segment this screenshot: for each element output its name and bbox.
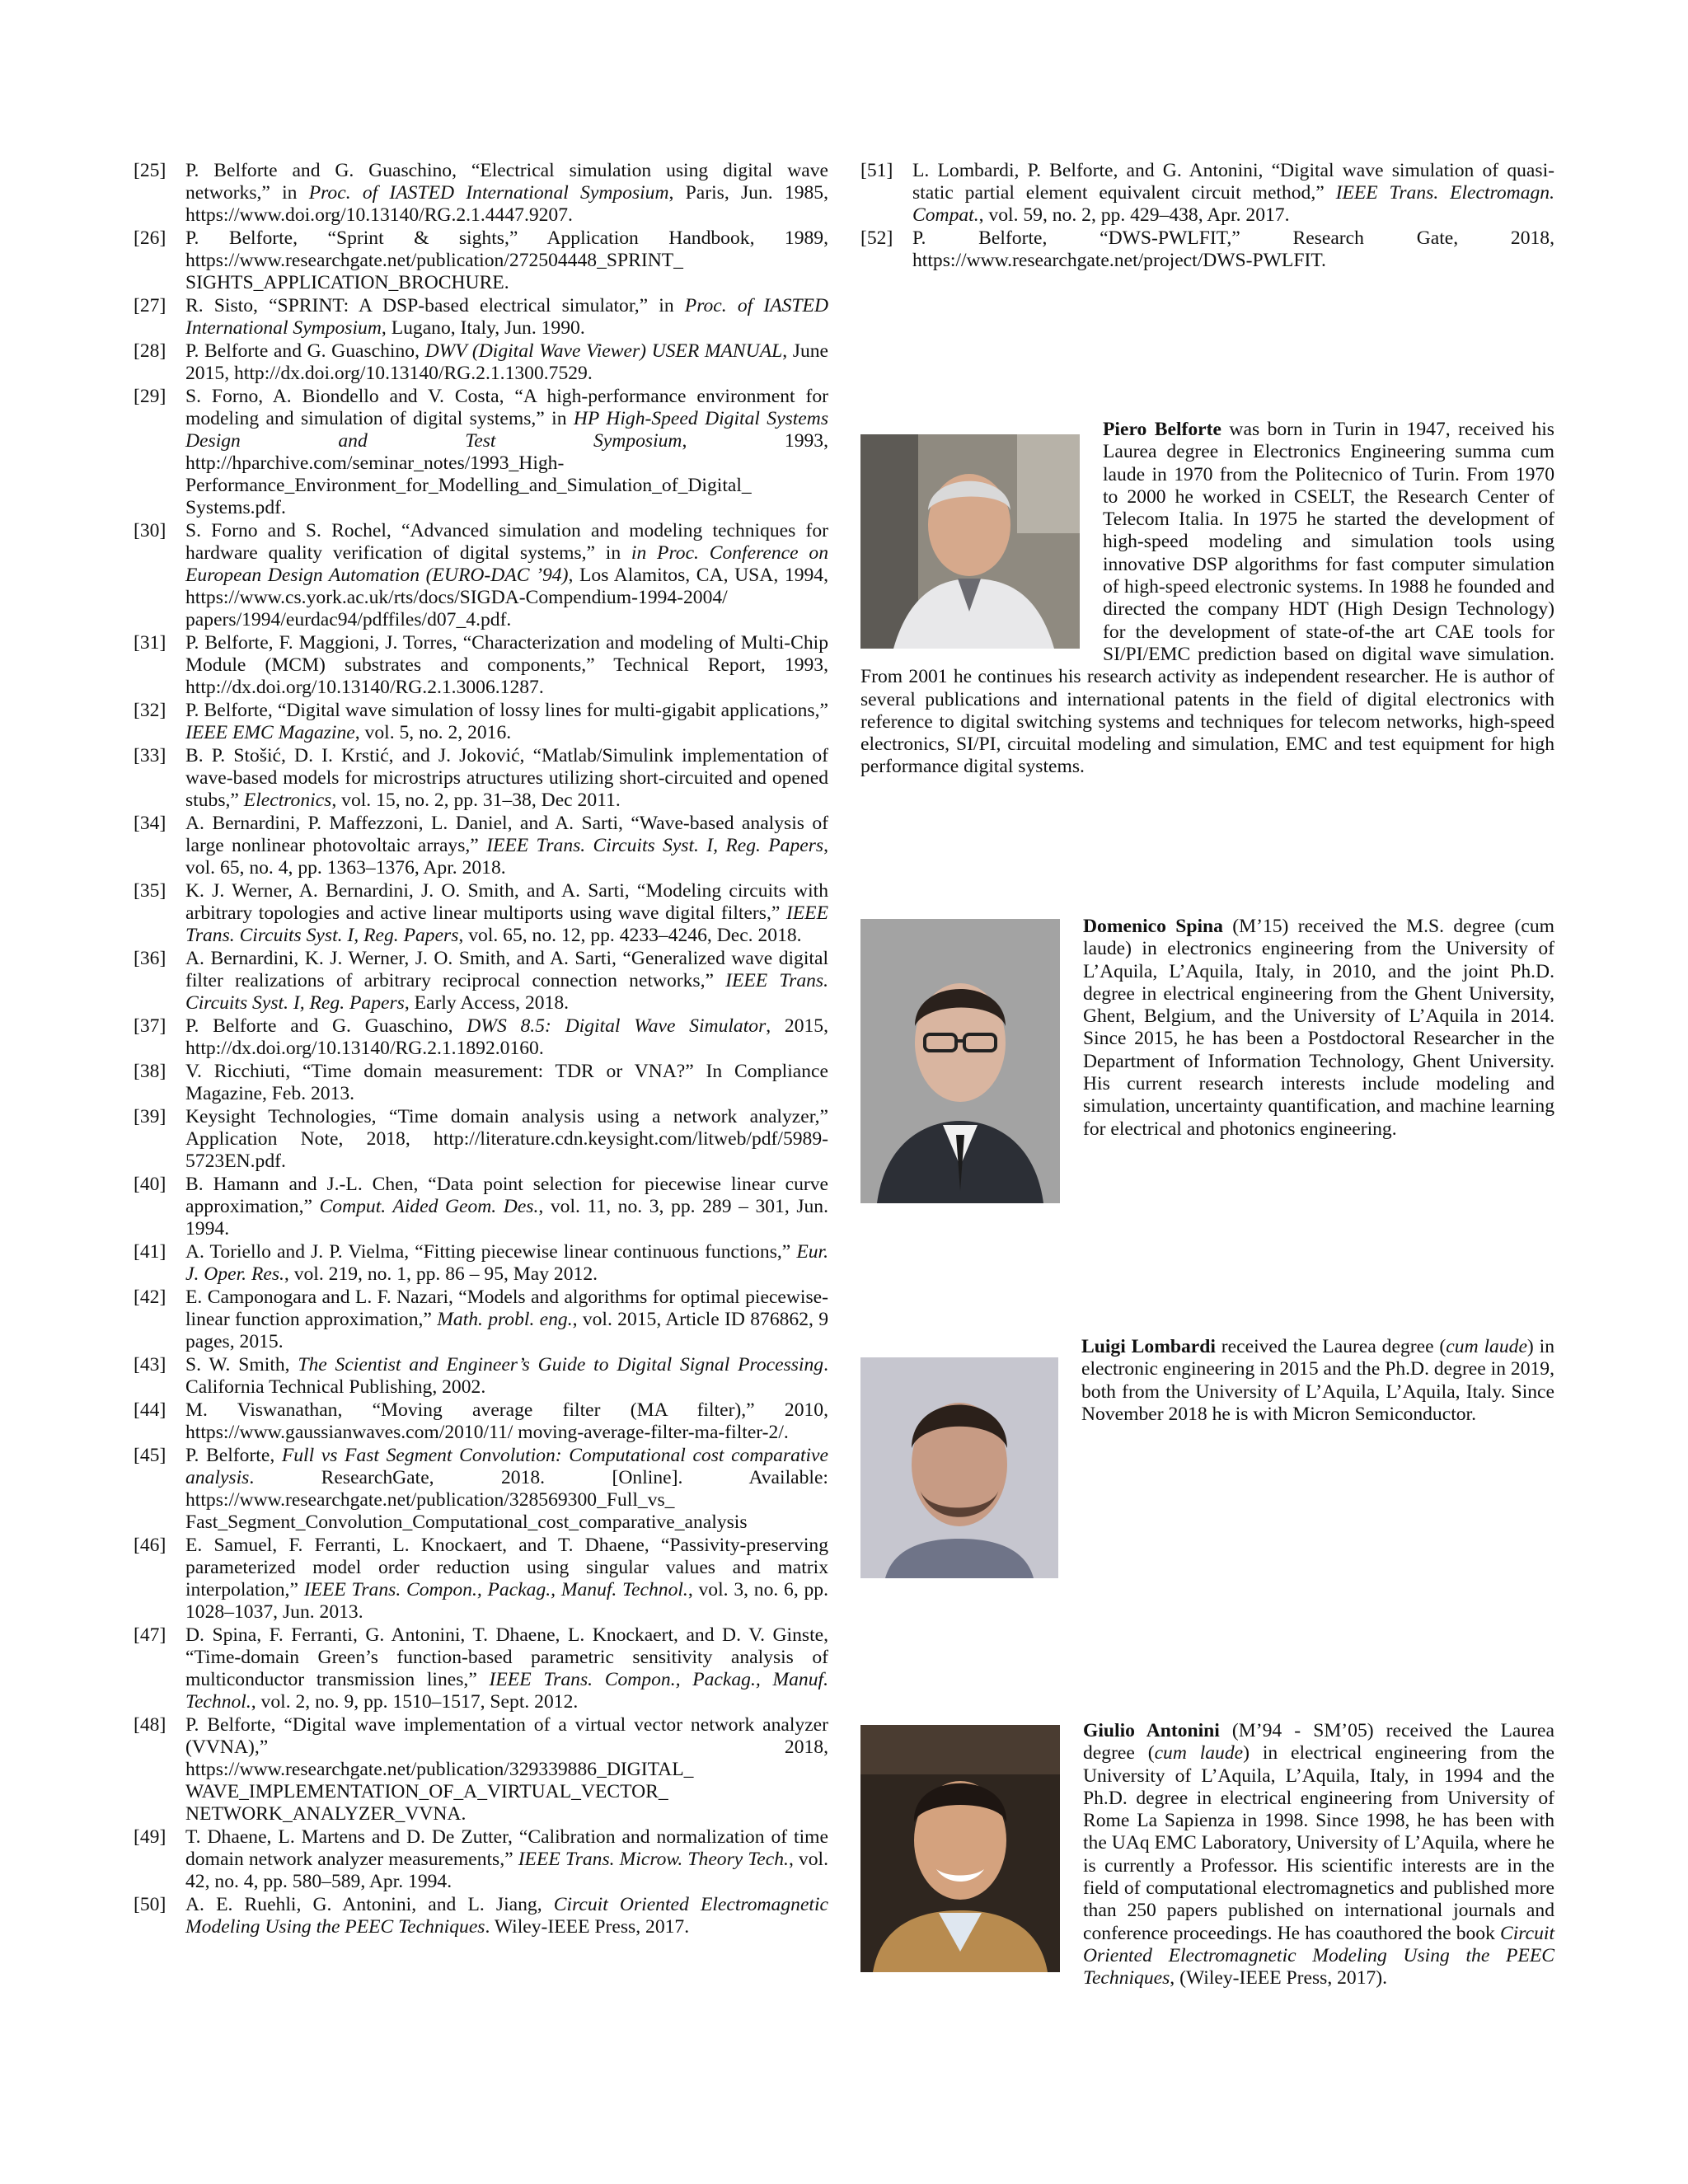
reference-number: [38] [134, 1061, 166, 1082]
bio-text-giulio-antonini: Giulio Antonini (M’94 - SM’05) received the Laurea degree (cum laude) in electrical engineering from the University of L’Aquila, L’Aquila, Italy, in 1994 and the Ph.D. degree in electrical engineering from University of Rome La Sapienza in 1998. Since 1998, he has been with the UAq EMC Laboratory, University of L’Aquila, where he is currently a Professor. His scientific interests are in the field of computational electromagnetics and published more than 250 papers published on international journals and conference proceedings. He has coauthored the book Circuit Oriented Electromagnetic Modeling Using the PEEC Techniques, (Wiley-IEEE Press, 2017). [1083, 1720, 1554, 1990]
bio-text-piero-belforte: Piero Belforte was born in Turin in 1947, received his Laurea degree in Electronics Engineering summa cum laude in 1970 from the Politecnico of Turin. From 1970 to 2000 he worked in CSELT, the Research Center of Telecom Italia. In 1975 he started the development of high-speed modeling and simulation tools using innovative DSP algorithms for fast computer simulation of high-speed electronic systems. In 1988 he founded and directed the company HDT (High Design Technology) for the development of state-of-the art CAE tools for SI/PI/EMC prediction based on digital wave simulation. From 2001 he continues his research activity as independent researcher. He is author of several publications and international patents in the field of digital electronics with reference to digital switching systems and techniques for telecom networks, high-speed electronics, SI/PI, circuital modeling and simulation, EMC and test equipment for high performance digital systems. [860, 419, 1554, 778]
reference-item [134, 386, 828, 519]
reference-number: [34] [134, 813, 166, 834]
reference-item [134, 1826, 828, 1893]
reference-number: [52] [860, 227, 893, 249]
reference-item [134, 700, 828, 744]
reference-text: S. Forno and S. Rochel, “Advanced simulation and modeling techniques for hardware quality verification of digital systems,” in in Proc. Conference on European Design Automation (EURO-DAC ’94), Los Alamitos, CA, USA, 1994, https://www.cs.york.ac.uk/rts/docs/SIGDA-Compendium-1994-2004/ papers/1994/eurdac94/pdffiles/d07_4.pdf. [185, 520, 828, 630]
photo-domenico-spina [860, 919, 1060, 1203]
reference-text: B. Hamann and J.-L. Chen, “Data point selection for piecewise linear curve approximation,” Comput. Aided Geom. Des., vol. 11, no. 3, pp. 289 – 301, Jun. 1994. [185, 1174, 828, 1240]
reference-text: A. Bernardini, P. Maffezzoni, L. Daniel, and A. Sarti, “Wave-based analysis of large nonlinear photovoltaic arrays,” IEEE Trans. Circuits Syst. I, Reg. Papers, vol. 65, no. 4, pp. 1363–1376, Apr. 2018. [185, 813, 829, 879]
reference-text: B. P. Stošić, D. I. Krstić, and J. Joković, “Matlab/Simulink implementation of wave-based models for microstrips atructures utilizing short-circuited and opened stubs,” Electronics, vol. 15, no. 2, pp. 31–38, Dec 2011. [185, 745, 828, 811]
reference-text: E. Samuel, F. Ferranti, L. Knockaert, and T. Dhaene, “Passivity-preserving parameterized model order reduction using singular values and matrix interpolation,” IEEE Trans. Compon., Packag., Manuf. Technol., vol. 3, no. 6, pp. 1028–1037, Jun. 2013. [185, 1535, 828, 1623]
reference-text: P. Belforte, “Digital wave implementation of a virtual vector network analyzer (VVNA),” 2018, https://www.researchgate.net/publication/329339886_DIGITAL_ WAVE_IMPLEMENTATION_OF_A_VIRTUAL_VECTOR_ NETWORK_ANALYZER_VVNA. [185, 1714, 828, 1825]
reference-number: [39] [134, 1106, 166, 1127]
reference-item [134, 1174, 828, 1240]
reference-text: A. Toriello and J. P. Vielma, “Fitting piecewise linear continuous functions,” Eur. J. Oper. Res., vol. 219, no. 1, pp. 86 – 95, May 2012. [185, 1241, 828, 1285]
photo-piero-belforte [860, 434, 1080, 649]
reference-number: [50] [134, 1894, 166, 1915]
photo-giulio-antonini [860, 1725, 1060, 1972]
reference-item [860, 160, 1554, 227]
reference-text: M. Viswanathan, “Moving average filter (MA filter),” 2010, https://www.gaussianwaves.com/2010/11/ moving-average-filter-ma-filter-2/. [185, 1399, 828, 1443]
reference-number: [36] [134, 948, 166, 969]
reference-text: P. Belforte, F. Maggioni, J. Torres, “Characterization and modeling of Multi-Chip Module (MCM) substrates and components,” Technical Report, 1993, http://dx.doi.org/10.13140/RG.2.1.3006.1287. [185, 632, 828, 698]
reference-number: [35] [134, 880, 166, 902]
reference-text: S. W. Smith, The Scientist and Engineer’s Guide to Digital Signal Processing. California Technical Publishing, 2002. [185, 1354, 828, 1398]
references-right-column [860, 160, 1554, 273]
reference-number: [26] [134, 227, 166, 249]
reference-item [134, 227, 828, 294]
reference-item [134, 1399, 828, 1444]
reference-number: [43] [134, 1354, 166, 1376]
reference-number: [28] [134, 340, 166, 362]
bio-giulio-antonini [860, 1720, 1554, 1990]
reference-text: K. J. Werner, A. Bernardini, J. O. Smith, and A. Sarti, “Modeling circuits with arbitrary topologies and active linear multiports using wave digital filters,” IEEE Trans. Circuits Syst. I, Reg. Papers, vol. 65, no. 12, pp. 4233–4246, Dec. 2018. [185, 880, 828, 946]
reference-text: P. Belforte, “DWS-PWLFIT,” Research Gate, 2018, https://www.researchgate.net/project/DWS-PWLFIT. [912, 227, 1554, 271]
reference-number: [51] [860, 160, 893, 181]
reference-item [134, 1354, 828, 1399]
reference-item [860, 227, 1554, 272]
reference-text: R. Sisto, “SPRINT: A DSP-based electrical simulator,” in Proc. of IASTED International Symposium, Lugano, Italy, Jun. 1990. [185, 295, 828, 339]
reference-number: [30] [134, 520, 166, 541]
reference-number: [49] [134, 1826, 166, 1848]
reference-number: [33] [134, 745, 166, 766]
reference-text: S. Forno, A. Biondello and V. Costa, “A high-performance environment for modeling and simulation of digital systems,” in HP High-Speed Digital Systems Design and Test Symposium, 1993, http://hparchive.com/seminar_notes/1993_High-Performance_Environment_for_Modelling_and_Simulation_of_Digital_ Systems.pdf. [185, 386, 828, 518]
bio-text-domenico-spina: Domenico Spina (M’15) received the M.S. degree (cum laude) in electronics engineering from the University of L’Aquila, L’Aquila, Italy, in 2010, and the joint Ph.D. degree in electrical engineering from the Ghent University, Ghent, Belgium, and the University of L’Aquila in 2014. Since 2015, he has been a Postdoctoral Researcher in the Department of Information Technology, Ghent University. His current research interests include modeling and simulation, uncertainty quantification, and machine learning for electrical and photonics engineering. [1083, 916, 1554, 1140]
reference-number: [41] [134, 1241, 166, 1263]
references-left-column [134, 160, 828, 1939]
reference-item [134, 1894, 828, 1938]
reference-number: [42] [134, 1286, 166, 1308]
reference-item [134, 1714, 828, 1825]
reference-item [134, 880, 828, 947]
reference-number: [37] [134, 1015, 166, 1037]
bio-piero-belforte [860, 419, 1554, 779]
reference-item [134, 340, 828, 385]
bio-domenico-spina [860, 916, 1554, 1207]
reference-text: D. Spina, F. Ferranti, G. Antonini, T. Dhaene, L. Knockaert, and D. V. Ginste, “Time-domain Green’s function-based parametric sensitivity analysis of multiconductor transmission lines,” IEEE Trans. Compon., Packag., Manuf. Technol., vol. 2, no. 9, pp. 1510–1517, Sept. 2012. [185, 1624, 828, 1713]
reference-item [134, 813, 828, 879]
reference-item [134, 745, 828, 812]
reference-item [134, 1106, 828, 1173]
reference-text: P. Belforte, “Sprint & sights,” Application Handbook, 1989, https://www.researchgate.net/publication/272504448_SPRINT_ SIGHTS_APPLICATION_BROCHURE. [185, 227, 828, 293]
photo-luigi-lombardi [860, 1357, 1058, 1578]
reference-number: [27] [134, 295, 166, 316]
reference-number: [48] [134, 1714, 166, 1736]
reference-item [134, 1241, 828, 1286]
reference-number: [44] [134, 1399, 166, 1421]
reference-item [134, 1061, 828, 1105]
reference-text: T. Dhaene, L. Martens and D. De Zutter, “Calibration and normalization of time domain network analyzer measurements,” IEEE Trans. Microw. Theory Tech., vol. 42, no. 4, pp. 580–589, Apr. 1994. [185, 1826, 828, 1892]
reference-item [134, 1445, 828, 1534]
reference-text: E. Camponogara and L. F. Nazari, “Models and algorithms for optimal piecewise-linear function approximation,” Math. probl. eng., vol. 2015, Article ID 876862, 9 pages, 2015. [185, 1286, 829, 1352]
reference-item [134, 1286, 828, 1353]
bio-luigi-lombardi [860, 1336, 1554, 1582]
reference-number: [47] [134, 1624, 166, 1646]
reference-text: Keysight Technologies, “Time domain analysis using a network analyzer,” Application Note, 2018, http://literature.cdn.keysight.com/litweb/pdf/5989-5723EN.pdf. [185, 1106, 828, 1172]
reference-text: P. Belforte and G. Guaschino, “Electrical simulation using digital wave networks,” in Proc. of IASTED International Symposium, Paris, Jun. 1985, https://www.doi.org/10.13140/RG.2.1.4447.9207. [185, 160, 828, 226]
reference-number: [25] [134, 160, 166, 181]
reference-number: [32] [134, 700, 166, 721]
reference-item [134, 160, 828, 227]
reference-text: L. Lombardi, P. Belforte, and G. Antonini, “Digital wave simulation of quasi-static partial element equivalent circuit method,” IEEE Trans. Electromagn. Compat., vol. 59, no. 2, pp. 429–438, Apr. 2017. [912, 160, 1554, 226]
reference-text: P. Belforte and G. Guaschino, DWS 8.5: Digital Wave Simulator, 2015, http://dx.doi.org/10.13140/RG.2.1.1892.0160. [185, 1015, 828, 1059]
reference-number: [29] [134, 386, 166, 407]
reference-item [134, 1015, 828, 1060]
reference-number: [45] [134, 1445, 166, 1466]
reference-item [134, 520, 828, 631]
reference-number: [46] [134, 1535, 166, 1556]
reference-item [134, 295, 828, 340]
reference-text: A. E. Ruehli, G. Antonini, and L. Jiang, Circuit Oriented Electromagnetic Modeling Using the PEEC Techniques. Wiley-IEEE Press, 2017. [185, 1894, 829, 1938]
reference-text: V. Ricchiuti, “Time domain measurement: TDR or VNA?” In Compliance Magazine, Feb. 2013. [185, 1061, 828, 1104]
reference-text: P. Belforte, Full vs Fast Segment Convolution: Computational cost comparative analysis. ResearchGate, 2018. [Online]. Available: https://www.researchgate.net/publication/328569300_Full_vs_ Fast_Segment_Convolution_Computational_cost_comparative_analysis [185, 1445, 829, 1533]
reference-item [134, 632, 828, 699]
bio-text-luigi-lombardi: Luigi Lombardi received the Laurea degree (cum laude) in electronic engineering in 2015 and the Ph.D. degree in 2019, both from the University of L’Aquila, L’Aquila, Italy. Since November 2018 he is with Micron Semiconductor. [1081, 1336, 1555, 1425]
reference-text: P. Belforte and G. Guaschino, DWV (Digital Wave Viewer) USER MANUAL, June 2015, http://dx.doi.org/10.13140/RG.2.1.1300.7529. [185, 340, 829, 384]
reference-item [134, 1535, 828, 1624]
reference-number: [40] [134, 1174, 166, 1195]
reference-item [134, 1624, 828, 1713]
reference-item [134, 948, 828, 1015]
reference-number: [31] [134, 632, 166, 654]
reference-text: A. Bernardini, K. J. Werner, J. O. Smith, and A. Sarti, “Generalized wave digital filter realizations of arbitrary reciprocal connection networks,” IEEE Trans. Circuits Syst. I, Reg. Papers, Early Access, 2018. [185, 948, 828, 1014]
reference-text: P. Belforte, “Digital wave simulation of lossy lines for multi-gigabit applications,” IEEE EMC Magazine, vol. 5, no. 2, 2016. [185, 700, 828, 743]
